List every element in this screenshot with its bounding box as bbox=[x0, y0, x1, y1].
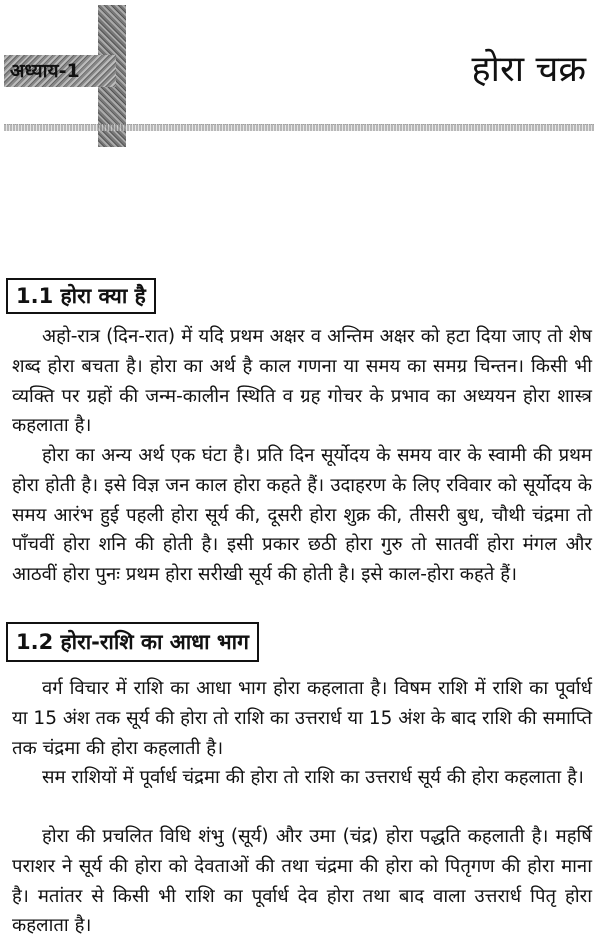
chapter-label: अध्याय-1 bbox=[4, 55, 116, 87]
paragraph: अहो-रात्र (दिन-रात) में यदि प्रथम अक्षर व अन्तिम अक्षर को हटा दिया जाए तो शेष शब्द होरा बचता है। होरा का अर्थ है काल गणना या समय का समग्र चिन्तन। किसी भी व्यक्ति पर ग्रहों की जन्म-कालीन स्थिति व ग्रह गोचर के प्रभाव का अध्ययन होरा शास्त्र कहलाता है। bbox=[12, 326, 592, 437]
paragraph: सम राशियों में पूर्वार्ध चंद्रमा की होरा तो राशि का उत्तरार्ध सूर्य की होरा कहलाता है। bbox=[42, 767, 584, 788]
paragraph: वर्ग विचार में राशि का आधा भाग होरा कहलाता है। विषम राशि में राशि का पूर्वार्ध या 15 अंश तक सूर्य की होरा तो राशि का उत्तरार्ध या 15 अंश के बाद राशि की समाप्ति तक चंद्रमा की होरा कहलाती है। bbox=[12, 678, 592, 759]
section-heading-1-2: 1.2 होरा-राशि का आधा भाग bbox=[6, 622, 259, 662]
paragraph: होरा की प्रचलित विधि शंभु (सूर्य) और उमा (चंद्र) होरा पद्धति कहलाती है। महर्षि पराशर ने सूर्य की होरा को देवताओं की तथा चंद्रमा की होरा को पितृगण की होरा माना है। मतांतर से किसी भी राशि का पूर्वार्ध देव होरा तथा बाद वाला उत्तरार्ध पितृ होरा कहलाता है। bbox=[12, 826, 592, 937]
paragraph: होरा का अन्य अर्थ एक घंटा है। प्रति दिन सूर्योदय के समय वार के स्वामी की प्रथम होरा होती है। इसे विज्ञ जन काल होरा कहते हैं। उदाहरण के लिए रविवार को सूर्योदय के समय आरंभ हुई पहली होरा सूर्य की, दूसरी होरा शुक्र की, तीसरी बुध, चौथी चंद्रमा तो पाँचवीं होरा शनि की होती है। इसी प्रकार छठी होरा गुरु तो सातवीं होरा मंगल और आठवीं होरा पुनः प्रथम होरा सरीखी सूर्य की होती है। इसे काल-होरा कहते हैं। bbox=[12, 445, 592, 586]
chapter-title: होरा चक्र bbox=[471, 49, 586, 90]
section-heading-1-1: 1.1 होरा क्या है bbox=[6, 278, 156, 314]
header-divider bbox=[4, 124, 594, 131]
